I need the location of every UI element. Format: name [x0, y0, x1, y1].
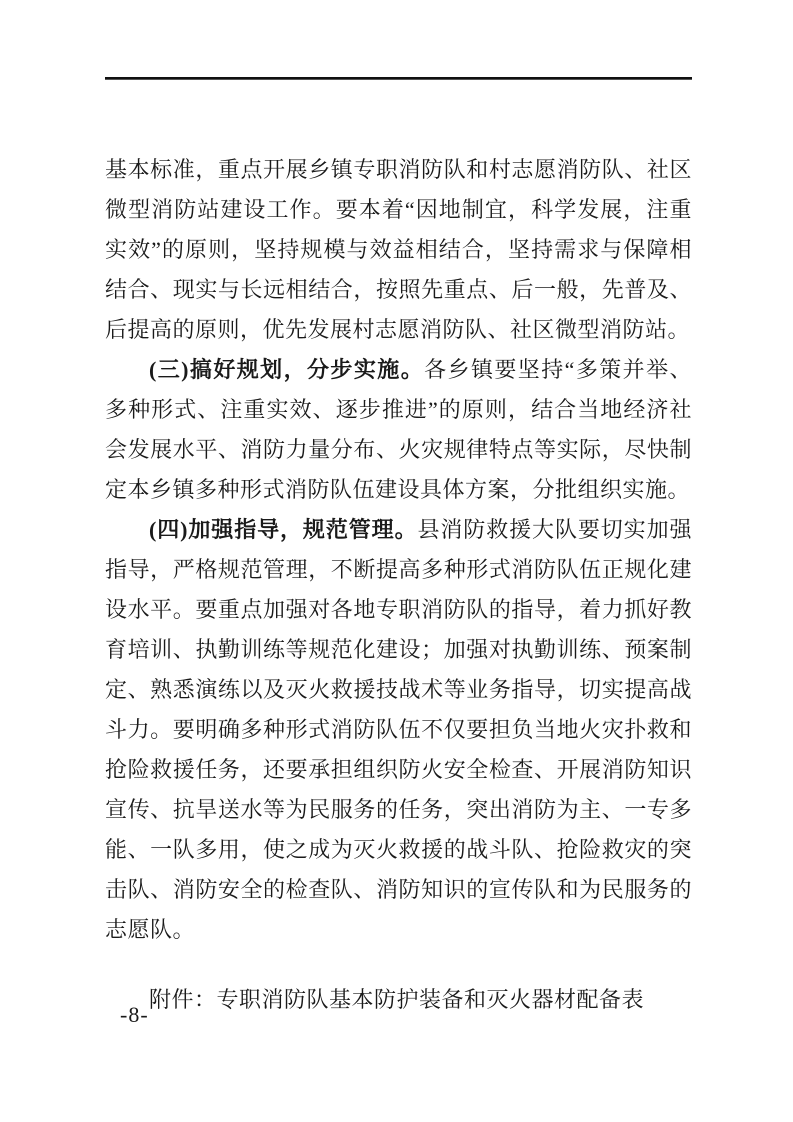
section-4-paragraph: [105, 510, 692, 950]
section-4-text: 县消防救援大队要切实加强指导，严格规范管理，不断提高多种形式消防队伍正规化建设水平。要重点加强对各地专职消防队的指导，着力抓好教育培训、执勤训练等规范化建设；加强对执勤训练、预案制定、熟悉演练以及灭火救援技战术等业务指导，切实提高战斗力。要明确多种形式消防队伍不仅要担负当地火灾扑救和抢险救援任务，还要承担组织防火安全检查、开展消防知识宣传、抗旱送水等为民服务的任务，突出消防为主、一专多能、一队多用，使之成为灭火救援的战斗队、抢险救灾的突击队、消防安全的检查队、消防知识的宣传队和为民服务的志愿队。: [105, 517, 692, 942]
page-number: -8-: [120, 1002, 149, 1027]
section-3-text: 各乡镇要坚持“多策并举、多种形式、注重实效、逐步推进”的原则，结合当地经济社会发展水平、消防力量分布、火灾规律特点等实际，尽快制定本乡镇多种形式消防队伍建设具体方案，分批组织实施。: [105, 357, 693, 502]
section-3-heading: (三)搞好规划，分步实施。: [149, 357, 425, 382]
section-4-heading: (四)加强指导，规范管理。: [149, 517, 418, 542]
attachment-line: 附件：专职消防队基本防护装备和灭火器材配备表: [149, 987, 645, 1012]
header-rule: [105, 77, 692, 80]
document-body: [105, 150, 692, 1020]
section-3-paragraph: [105, 350, 692, 510]
body-paragraph-continuation: 基本标准，重点开展乡镇专职消防队和村志愿消防队、社区微型消防站建设工作。要本着“因地制宜，科学发展，注重实效”的原则，坚持规模与效益相结合，坚持需求与保障相结合、现实与长远相结合，按照先重点、后一般，先普及、后提高的原则，优先发展村志愿消防队、社区微型消防站。: [105, 157, 692, 342]
